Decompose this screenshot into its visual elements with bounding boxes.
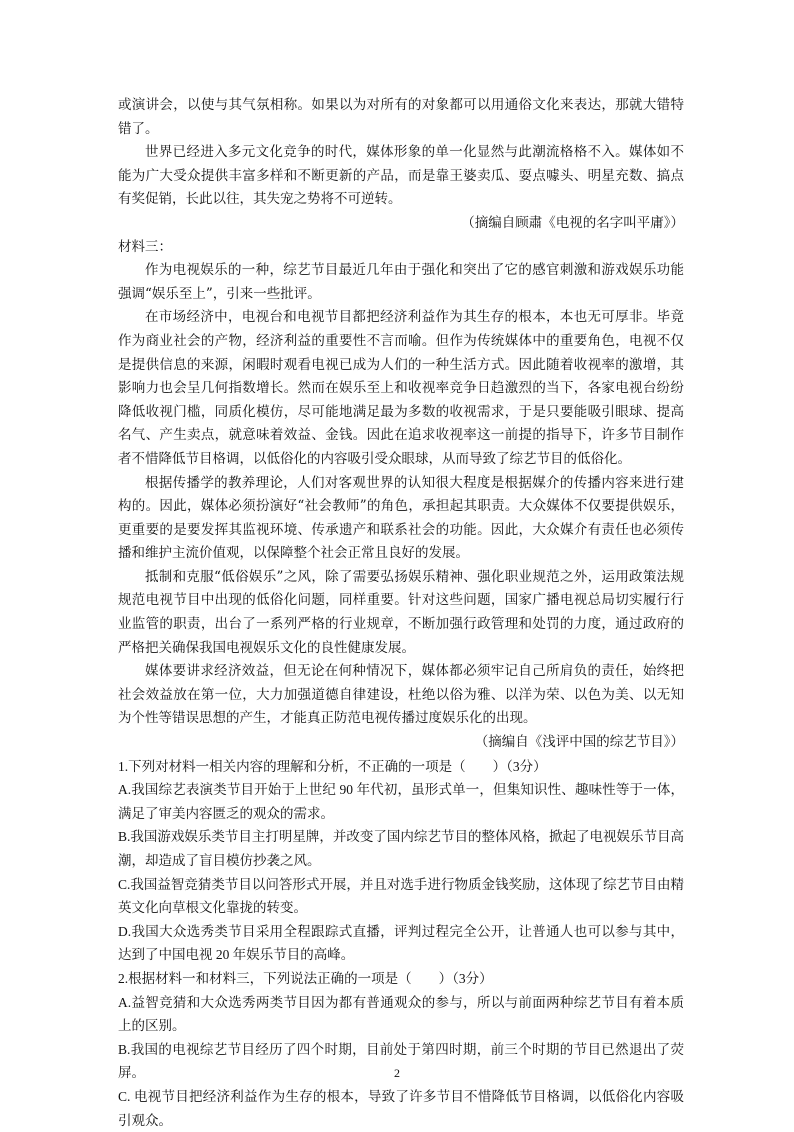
source-citation-2: （摘编自《浅评中国的综艺节目》） bbox=[474, 734, 684, 751]
paragraph-continuation: 或演讲会，以使与其气氛相称。如果以为对所有的对象都可以用通俗文化来表达，那就大错特错了。 bbox=[118, 97, 684, 137]
paragraph-social-benefit: 媒体要讲求经济效益，但无论在何种情况下，媒体都必须牢记自己所肩负的责任，始终把社会效益放在第一位，大力加强道德自律建设，杜绝以俗为雅、以洋为荣、以色为美、以无知为个性等错误思想的产生，才能真正防范电视传播过度娱乐化的出现。 bbox=[118, 663, 684, 727]
question-2-option-b: B.我国的电视综艺节目经历了四个时期，目前处于第四时期，前三个时期的节目已然退出了荧屏。 bbox=[118, 1041, 684, 1081]
question-1-option-b: B.我国游戏娱乐类节目主打明星牌，并改变了国内综艺节目的整体风格，掀起了电视娱乐节目高潮，却造成了盲目模仿抄袭之风。 bbox=[118, 829, 684, 868]
question-2-option-c: C. 电视节目把经济利益作为生存的根本，导致了许多节目不惜降低节目格调，以低俗化内容吸引观众。 bbox=[118, 1088, 684, 1128]
question-2-stem: 2.根据材料一和材料三，下列说法正确的一项是（ ）（3分） bbox=[118, 970, 493, 986]
question-1-option-d: D.我国大众选秀类节目采用全程跟踪式直播，评判过程完全公开，让普通人也可以参与其中，达到了中国电视 20 年娱乐节目的高峰。 bbox=[118, 923, 684, 963]
page-number: 2 bbox=[394, 1066, 400, 1080]
page-content bbox=[118, 94, 684, 1132]
paragraph-market-economy: 在市场经济中，电视台和电视节目都把经济利益作为其生存的根本，本也无可厚非。毕竟作为商业社会的产物，经济利益的重要性不言而喻。但作为传统媒体中的重要角色，电视不仅是提供信息的来源，闲暇时观看电视已成为人们的一种生活方式。因此随着收视率的激增，其影响力也会呈几何指数增长。然而在娱乐至上和收视率竞争日趋激烈的当下，各家电视台纷纷降低收视门槛，同质化模仿，尽可能地满足最为多数的收视需求，于是只要能吸引眼球、提高名气、产生卖点，就意味着效益、金钱。因此在追求收视率这一前提的指导下，许多节目制作者不惜降低节目格调，以低俗化的内容吸引受众眼球，从而导致了综艺节目的低俗化。 bbox=[118, 309, 684, 467]
question-1-option-a: A.我国综艺表演类节目开始于上世纪 90 年代初，虽形式单一，但集知识性、趣味性等于一体，满足了审美内容匮乏的观众的需求。 bbox=[118, 782, 684, 821]
paragraph-resist-vulgarity: 抵制和克服“低俗娱乐”之风，除了需要弘扬娱乐精神、强化职业规范之外，运用政策法规规范电视节目中出现的低俗化问题，同样重要。针对这些问题，国家广播电视总局切实履行行业监管的职责，出台了一系列严格的行业规章，不断加强行政管理和处罚的力度，通过政府的严格把关确保我国电视娱乐文化的良性健康发展。 bbox=[118, 568, 684, 656]
paragraph-variety-show-intro: 作为电视娱乐的一种，综艺节目最近几年由于强化和突出了它的感官刺激和游戏娱乐功能强调“娱乐至上”，引来一些批评。 bbox=[118, 262, 684, 302]
question-2-option-a: A.益智竞猜和大众选秀两类节目因为都有普通观众的参与，所以与前面两种综艺节目有着本质上的区别。 bbox=[118, 994, 684, 1034]
paragraph-media-competition: 世界已经进入多元文化竞争的时代，媒体形象的单一化显然与此潮流格格不入。媒体如不能为广大受众提供丰富多样和不断更新的产品，而是靠王婆卖瓜、耍点噱头、明星充数、搞点有奖促销，长此以往，其失宠之势将不可逆转。 bbox=[118, 144, 684, 208]
question-1-option-c: C.我国益智竞猜类节目以问答形式开展，并且对选手进行物质金钱奖励，这体现了综艺节目由精英文化向草根文化靠拢的转变。 bbox=[118, 876, 684, 916]
source-citation-1: （摘编自顾肅《电视的名字叫平庸》） bbox=[461, 214, 684, 231]
material-three-heading: 材料三： bbox=[118, 238, 172, 255]
question-1-stem: 1.下列对材料一相关内容的理解和分析，不正确的一项是（ ）（3分） bbox=[118, 758, 547, 774]
paragraph-cultivation-theory: 根据传播学的教养理论，人们对客观世界的认知很大程度是根据媒介的传播内容来进行建构的。因此，媒体必须扮演好“社会教师”的角色，承担起其职责。大众媒体不仅要提供娱乐，更重要的是要发挥其监视环境、传承遗产和联系社会的功能。因此，大众媒介有责任也必须传播和维护主流价值观，以保障整个社会正常且良好的发展。 bbox=[118, 474, 684, 562]
